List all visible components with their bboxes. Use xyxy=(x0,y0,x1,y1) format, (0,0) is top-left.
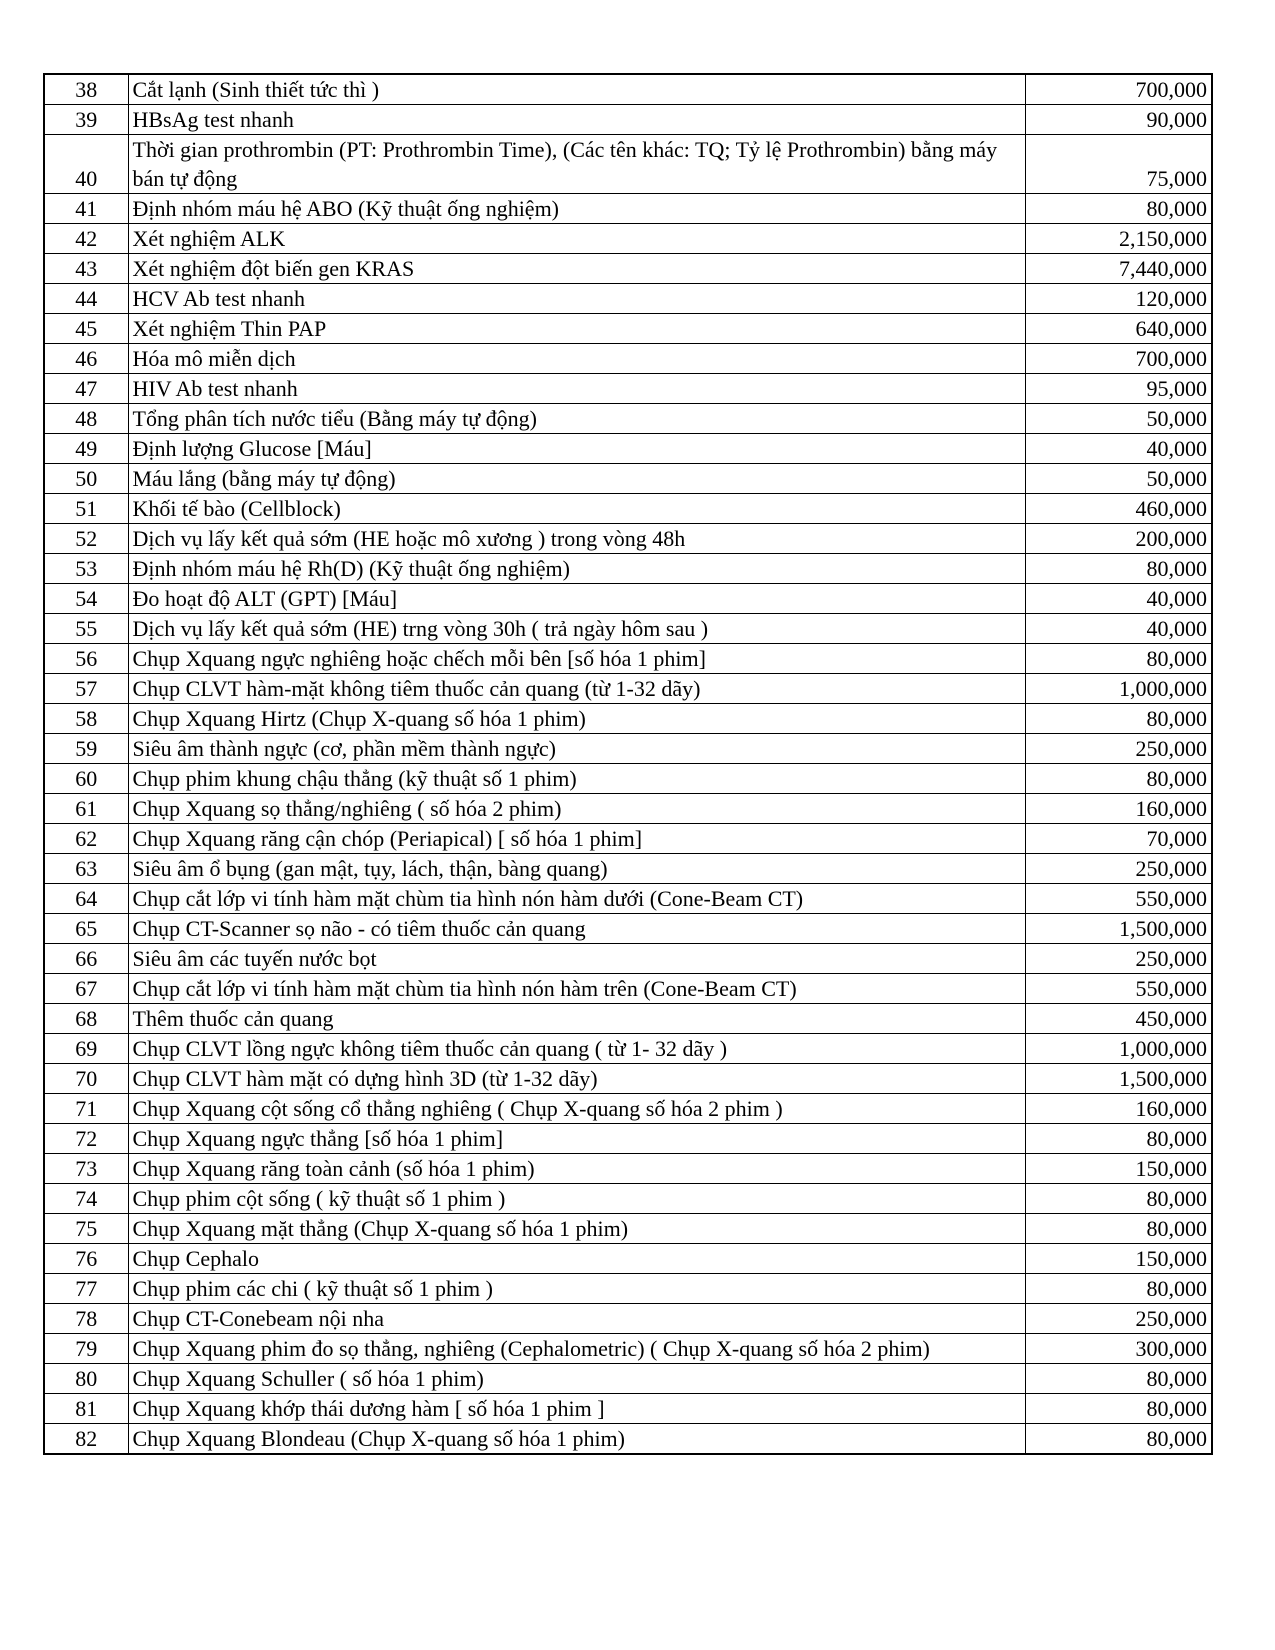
service-name: Chụp Xquang sọ thẳng/nghiêng ( số hóa 2 phim) xyxy=(128,794,1025,824)
table-row xyxy=(44,194,1212,224)
service-name: Chụp Xquang Hirtz (Chụp X-quang số hóa 1 phim) xyxy=(128,704,1025,734)
table-row xyxy=(44,1244,1212,1274)
row-number: 75 xyxy=(44,1214,128,1244)
row-number: 69 xyxy=(44,1034,128,1064)
row-number: 38 xyxy=(44,74,128,105)
table-row xyxy=(44,1274,1212,1304)
service-price: 150,000 xyxy=(1025,1154,1212,1184)
table-row xyxy=(44,524,1212,554)
row-number: 79 xyxy=(44,1334,128,1364)
service-name: Chụp Xquang mặt thẳng (Chụp X-quang số hóa 1 phim) xyxy=(128,1214,1025,1244)
service-price: 75,000 xyxy=(1025,135,1212,194)
price-table xyxy=(43,73,1213,1455)
service-price: 40,000 xyxy=(1025,434,1212,464)
row-number: 64 xyxy=(44,884,128,914)
table-row xyxy=(44,1154,1212,1184)
table-row xyxy=(44,674,1212,704)
service-price: 250,000 xyxy=(1025,854,1212,884)
service-price: 200,000 xyxy=(1025,524,1212,554)
row-number: 67 xyxy=(44,974,128,1004)
service-name: Chụp phim khung chậu thẳng (kỹ thuật số 1 phim) xyxy=(128,764,1025,794)
service-price: 1,000,000 xyxy=(1025,1034,1212,1064)
service-price: 80,000 xyxy=(1025,1274,1212,1304)
service-price: 7,440,000 xyxy=(1025,254,1212,284)
service-name: Chụp CT-Scanner sọ não - có tiêm thuốc cản quang xyxy=(128,914,1025,944)
service-name: Chụp Cephalo xyxy=(128,1244,1025,1274)
row-number: 53 xyxy=(44,554,128,584)
row-number: 46 xyxy=(44,344,128,374)
service-name: Chụp Xquang răng cận chóp (Periapical) [ số hóa 1 phim] xyxy=(128,824,1025,854)
service-name: HIV Ab test nhanh xyxy=(128,374,1025,404)
service-name: Chụp Xquang ngực thẳng [số hóa 1 phim] xyxy=(128,1124,1025,1154)
table-row xyxy=(44,974,1212,1004)
row-number: 44 xyxy=(44,284,128,314)
row-number: 58 xyxy=(44,704,128,734)
table-row xyxy=(44,884,1212,914)
service-price: 80,000 xyxy=(1025,194,1212,224)
service-name: Cắt lạnh (Sinh thiết tức thì ) xyxy=(128,74,1025,105)
row-number: 73 xyxy=(44,1154,128,1184)
row-number: 61 xyxy=(44,794,128,824)
service-name: Máu lắng (bằng máy tự động) xyxy=(128,464,1025,494)
service-price: 1,500,000 xyxy=(1025,914,1212,944)
row-number: 39 xyxy=(44,105,128,135)
service-price: 80,000 xyxy=(1025,764,1212,794)
row-number: 51 xyxy=(44,494,128,524)
table-row xyxy=(44,1394,1212,1424)
table-row xyxy=(44,374,1212,404)
service-price: 40,000 xyxy=(1025,614,1212,644)
row-number: 54 xyxy=(44,584,128,614)
row-number: 82 xyxy=(44,1424,128,1455)
row-number: 74 xyxy=(44,1184,128,1214)
service-price: 700,000 xyxy=(1025,344,1212,374)
table-row xyxy=(44,704,1212,734)
service-name: Xét nghiệm đột biến gen KRAS xyxy=(128,254,1025,284)
service-price: 80,000 xyxy=(1025,1394,1212,1424)
service-price: 2,150,000 xyxy=(1025,224,1212,254)
service-price: 80,000 xyxy=(1025,704,1212,734)
table-row xyxy=(44,734,1212,764)
row-number: 72 xyxy=(44,1124,128,1154)
service-price: 250,000 xyxy=(1025,1304,1212,1334)
table-row xyxy=(44,794,1212,824)
service-price: 640,000 xyxy=(1025,314,1212,344)
service-price: 50,000 xyxy=(1025,464,1212,494)
table-row xyxy=(44,1304,1212,1334)
service-name: Dịch vụ lấy kết quả sớm (HE hoặc mô xương ) trong vòng 48h xyxy=(128,524,1025,554)
table-row xyxy=(44,1184,1212,1214)
service-name: Hóa mô miễn dịch xyxy=(128,344,1025,374)
service-name: Chụp phim các chi ( kỹ thuật số 1 phim ) xyxy=(128,1274,1025,1304)
service-price: 460,000 xyxy=(1025,494,1212,524)
service-name: Thời gian prothrombin (PT: Prothrombin Time), (Các tên khác: TQ; Tỷ lệ Prothrombin) bằng máy bán tự động xyxy=(128,135,1025,194)
service-price: 120,000 xyxy=(1025,284,1212,314)
row-number: 59 xyxy=(44,734,128,764)
service-price: 450,000 xyxy=(1025,1004,1212,1034)
service-name: Chụp Xquang răng toàn cảnh (số hóa 1 phim) xyxy=(128,1154,1025,1184)
row-number: 48 xyxy=(44,404,128,434)
row-number: 62 xyxy=(44,824,128,854)
service-price: 90,000 xyxy=(1025,105,1212,135)
table-row xyxy=(44,584,1212,614)
service-name: Chụp Xquang khớp thái dương hàm [ số hóa 1 phim ] xyxy=(128,1394,1025,1424)
table-row xyxy=(44,404,1212,434)
table-row xyxy=(44,854,1212,884)
service-name: Chụp cắt lớp vi tính hàm mặt chùm tia hình nón hàm dưới (Cone-Beam CT) xyxy=(128,884,1025,914)
service-price: 80,000 xyxy=(1025,1364,1212,1394)
table-row xyxy=(44,344,1212,374)
service-name: Chụp Xquang phim đo sọ thẳng, nghiêng (Cephalometric) ( Chụp X-quang số hóa 2 phim) xyxy=(128,1334,1025,1364)
service-name: Chụp Xquang Schuller ( số hóa 1 phim) xyxy=(128,1364,1025,1394)
table-row xyxy=(44,1094,1212,1124)
service-price: 250,000 xyxy=(1025,734,1212,764)
row-number: 70 xyxy=(44,1064,128,1094)
row-number: 80 xyxy=(44,1364,128,1394)
table-row xyxy=(44,1064,1212,1094)
row-number: 41 xyxy=(44,194,128,224)
table-row xyxy=(44,554,1212,584)
service-name: Định nhóm máu hệ Rh(D) (Kỹ thuật ống nghiệm) xyxy=(128,554,1025,584)
table-row xyxy=(44,944,1212,974)
service-price: 550,000 xyxy=(1025,974,1212,1004)
service-name: Dịch vụ lấy kết quả sớm (HE) trng vòng 30h ( trả ngày hôm sau ) xyxy=(128,614,1025,644)
table-row xyxy=(44,135,1212,194)
row-number: 45 xyxy=(44,314,128,344)
table-row xyxy=(44,434,1212,464)
table-row xyxy=(44,224,1212,254)
service-name: Đo hoạt độ ALT (GPT) [Máu] xyxy=(128,584,1025,614)
table-row xyxy=(44,824,1212,854)
service-price: 300,000 xyxy=(1025,1334,1212,1364)
service-name: HCV Ab test nhanh xyxy=(128,284,1025,314)
service-name: Siêu âm ổ bụng (gan mật, tụy, lách, thận, bàng quang) xyxy=(128,854,1025,884)
row-number: 40 xyxy=(44,135,128,194)
service-price: 160,000 xyxy=(1025,794,1212,824)
row-number: 63 xyxy=(44,854,128,884)
service-name: Tổng phân tích nước tiểu (Bằng máy tự động) xyxy=(128,404,1025,434)
row-number: 68 xyxy=(44,1004,128,1034)
service-name: Chụp Xquang ngực nghiêng hoặc chếch mỗi bên [số hóa 1 phim] xyxy=(128,644,1025,674)
row-number: 81 xyxy=(44,1394,128,1424)
row-number: 65 xyxy=(44,914,128,944)
row-number: 76 xyxy=(44,1244,128,1274)
row-number: 49 xyxy=(44,434,128,464)
service-price: 160,000 xyxy=(1025,1094,1212,1124)
table-row xyxy=(44,644,1212,674)
table-row xyxy=(44,494,1212,524)
row-number: 66 xyxy=(44,944,128,974)
service-price: 80,000 xyxy=(1025,644,1212,674)
row-number: 77 xyxy=(44,1274,128,1304)
table-row xyxy=(44,1004,1212,1034)
table-body xyxy=(44,74,1212,1454)
service-price: 1,500,000 xyxy=(1025,1064,1212,1094)
service-price: 80,000 xyxy=(1025,554,1212,584)
row-number: 56 xyxy=(44,644,128,674)
table-row xyxy=(44,1124,1212,1154)
service-price: 80,000 xyxy=(1025,1184,1212,1214)
row-number: 55 xyxy=(44,614,128,644)
service-price: 1,000,000 xyxy=(1025,674,1212,704)
table-row xyxy=(44,105,1212,135)
service-name: Siêu âm các tuyến nước bọt xyxy=(128,944,1025,974)
service-name: Chụp CLVT hàm-mặt không tiêm thuốc cản quang (từ 1-32 dãy) xyxy=(128,674,1025,704)
table-row xyxy=(44,914,1212,944)
service-price: 80,000 xyxy=(1025,1214,1212,1244)
service-name: Xét nghiệm ALK xyxy=(128,224,1025,254)
service-price: 80,000 xyxy=(1025,1124,1212,1154)
service-name: Khối tế bào (Cellblock) xyxy=(128,494,1025,524)
table-row xyxy=(44,1424,1212,1455)
row-number: 60 xyxy=(44,764,128,794)
service-name: Chụp CLVT hàm mặt có dựng hình 3D (từ 1-32 dãy) xyxy=(128,1064,1025,1094)
row-number: 47 xyxy=(44,374,128,404)
row-number: 43 xyxy=(44,254,128,284)
service-name: Thêm thuốc cản quang xyxy=(128,1004,1025,1034)
service-price: 40,000 xyxy=(1025,584,1212,614)
service-price: 50,000 xyxy=(1025,404,1212,434)
service-name: Chụp Xquang Blondeau (Chụp X-quang số hóa 1 phim) xyxy=(128,1424,1025,1455)
service-name: Xét nghiệm Thin PAP xyxy=(128,314,1025,344)
table-row xyxy=(44,314,1212,344)
service-name: Chụp phim cột sống ( kỹ thuật số 1 phim ) xyxy=(128,1184,1025,1214)
service-price: 550,000 xyxy=(1025,884,1212,914)
table-row xyxy=(44,614,1212,644)
row-number: 52 xyxy=(44,524,128,554)
service-name: Định nhóm máu hệ ABO (Kỹ thuật ống nghiệm) xyxy=(128,194,1025,224)
row-number: 42 xyxy=(44,224,128,254)
service-price: 700,000 xyxy=(1025,74,1212,105)
service-name: Siêu âm thành ngực (cơ, phần mềm thành ngực) xyxy=(128,734,1025,764)
table-row xyxy=(44,1364,1212,1394)
service-name: HBsAg test nhanh xyxy=(128,105,1025,135)
table-row xyxy=(44,764,1212,794)
table-row xyxy=(44,254,1212,284)
table-row xyxy=(44,464,1212,494)
service-price: 80,000 xyxy=(1025,1424,1212,1455)
service-price: 250,000 xyxy=(1025,944,1212,974)
table-row xyxy=(44,1034,1212,1064)
row-number: 57 xyxy=(44,674,128,704)
service-name: Chụp CT-Conebeam nội nha xyxy=(128,1304,1025,1334)
service-name: Chụp cắt lớp vi tính hàm mặt chùm tia hình nón hàm trên (Cone-Beam CT) xyxy=(128,974,1025,1004)
service-name: Chụp Xquang cột sống cổ thẳng nghiêng ( Chụp X-quang số hóa 2 phim ) xyxy=(128,1094,1025,1124)
row-number: 50 xyxy=(44,464,128,494)
row-number: 71 xyxy=(44,1094,128,1124)
table-row xyxy=(44,74,1212,105)
table-row xyxy=(44,1334,1212,1364)
service-name: Định lượng Glucose [Máu] xyxy=(128,434,1025,464)
service-name: Chụp CLVT lồng ngực không tiêm thuốc cản quang ( từ 1- 32 dãy ) xyxy=(128,1034,1025,1064)
service-price: 70,000 xyxy=(1025,824,1212,854)
row-number: 78 xyxy=(44,1304,128,1334)
table-row xyxy=(44,1214,1212,1244)
service-price: 95,000 xyxy=(1025,374,1212,404)
service-price: 150,000 xyxy=(1025,1244,1212,1274)
table-row xyxy=(44,284,1212,314)
